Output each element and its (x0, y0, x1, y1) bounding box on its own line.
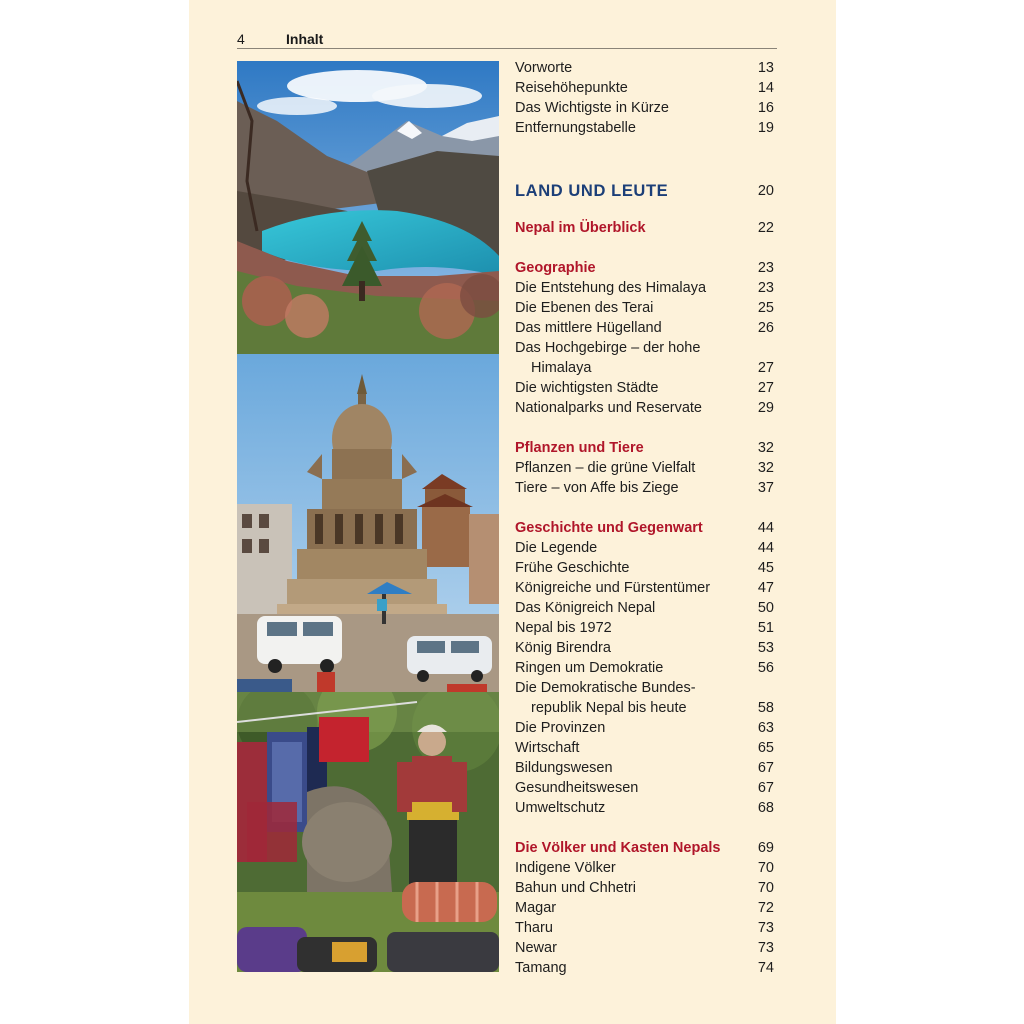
toc-entry-page: 25 (757, 300, 774, 316)
toc-entry-title: Indigene Völker (515, 860, 616, 876)
toc-entry-page: 23 (757, 280, 774, 296)
toc-entry-title: Königreiche und Fürstentümer (515, 580, 711, 596)
toc-entry-title: Nepal bis 1972 (515, 620, 612, 636)
mountain-lake-photo (237, 61, 499, 354)
toc-entry-title: Die Ebenen des Terai (515, 300, 654, 316)
toc-entry-title: Gesundheitswesen (515, 780, 639, 796)
toc-entry-page: 70 (757, 880, 774, 896)
toc-entry-page: 27 (757, 360, 774, 376)
toc-entry-page: 65 (757, 740, 774, 756)
page-number: 4 (237, 31, 245, 47)
toc-entry (515, 558, 774, 578)
toc-entry (515, 718, 774, 738)
toc-entry-page: 73 (757, 940, 774, 956)
toc-entry (515, 698, 774, 718)
toc-entry (515, 638, 774, 658)
village-woman-photo (237, 692, 499, 972)
toc-entry-title: Die wichtigsten Städte (515, 380, 659, 396)
toc-entry (515, 358, 774, 378)
toc-entry-title: Newar (515, 940, 557, 956)
toc-entry-page: 74 (757, 960, 774, 976)
toc-entry-page: 72 (757, 900, 774, 916)
toc-entry (515, 858, 774, 878)
toc-entry (515, 58, 774, 78)
toc-entry-title: Das Wichtigste in Kürze (515, 100, 669, 116)
toc-entry-title: republik Nepal bis heute (531, 700, 687, 716)
toc-entry (515, 98, 774, 118)
toc-entry (515, 318, 774, 338)
page-title: Inhalt (286, 31, 324, 47)
toc-entry-title: Die Demokratische Bundes- (515, 680, 696, 696)
toc-entry-page: 13 (757, 60, 774, 76)
toc-entry-title: Himalaya (531, 360, 592, 376)
toc-entry-title: Das Hochgebirge – der hohe (515, 340, 701, 356)
toc-entry-page: 67 (757, 780, 774, 796)
toc-entry (515, 738, 774, 758)
toc-entry (515, 538, 774, 558)
toc-entry (515, 758, 774, 778)
toc-entry (515, 618, 774, 638)
toc-entry-page: 50 (757, 600, 774, 616)
toc-entry (515, 798, 774, 818)
toc-entry-page: 20 (757, 183, 774, 199)
toc-entry (515, 578, 774, 598)
toc-entry-page: 29 (757, 400, 774, 416)
toc-entry-page: 27 (757, 380, 774, 396)
toc-entry (515, 458, 774, 478)
toc-entry-page: 68 (757, 800, 774, 816)
toc-entry (515, 478, 774, 498)
toc-entry-title: Geographie (515, 260, 596, 276)
toc-entry-page: 70 (757, 860, 774, 876)
toc-entry-page: 53 (757, 640, 774, 656)
toc-entry (515, 278, 774, 298)
toc-entry-title: Die Völker und Kasten Nepals (515, 840, 721, 856)
toc-entry-title: Nepal im Überblick (515, 220, 646, 236)
toc-entry-page: 22 (757, 220, 774, 236)
toc-entry-title: Das Königreich Nepal (515, 600, 656, 616)
toc-entry-title: König Birendra (515, 640, 611, 656)
toc-entry-page: 14 (757, 80, 774, 96)
toc-entry (515, 658, 774, 678)
toc-entry (515, 378, 774, 398)
toc-entry-title: Vorworte (515, 60, 573, 76)
toc-entry-title: Das mittlere Hügelland (515, 320, 662, 336)
toc-entry-page: 56 (757, 660, 774, 676)
toc-entry-title: Pflanzen und Tiere (515, 440, 644, 456)
toc-entry-page: 47 (757, 580, 774, 596)
toc-entry-title: Umweltschutz (515, 800, 606, 816)
toc-entry-page: 63 (757, 720, 774, 736)
toc-entry-page: 67 (757, 760, 774, 776)
toc-entry (515, 438, 774, 458)
toc-entry-title: Tiere – von Affe bis Ziege (515, 480, 679, 496)
toc-entry-title: Entfernungstabelle (515, 120, 636, 136)
toc-entry-title: Wirtschaft (515, 740, 580, 756)
toc-entry-page: 58 (757, 700, 774, 716)
toc-entry (515, 118, 774, 138)
toc-entry (515, 298, 774, 318)
toc-entry-page: 23 (757, 260, 774, 276)
photo-column (237, 61, 499, 972)
toc-entry-page: 44 (757, 540, 774, 556)
toc-entry (515, 838, 774, 858)
toc-entry-title: Die Entstehung des Himalaya (515, 280, 707, 296)
toc-entry-page: 45 (757, 560, 774, 576)
toc-entry-title: Bahun und Chhetri (515, 880, 636, 896)
toc-entry (515, 398, 774, 418)
toc-entry-title: Reisehöhepunkte (515, 80, 628, 96)
toc-entry (515, 938, 774, 958)
toc-entry (515, 518, 774, 538)
toc-entry (515, 181, 774, 201)
toc-entry-title: Nationalparks und Reservate (515, 400, 702, 416)
toc-entry-page: 44 (757, 520, 774, 536)
toc-entry-title: Tharu (515, 920, 553, 936)
toc-entry-title: Tamang (515, 960, 567, 976)
toc-entry (515, 918, 774, 938)
toc-entry-page: 37 (757, 480, 774, 496)
toc-entry-title: Die Legende (515, 540, 598, 556)
toc-entry-title: Bildungswesen (515, 760, 613, 776)
toc-entry-title: Frühe Geschichte (515, 560, 630, 576)
toc-entry-page: 19 (757, 120, 774, 136)
toc-entry-page: 32 (757, 440, 774, 456)
toc-entry-title: Die Provinzen (515, 720, 606, 736)
toc-entry (515, 218, 774, 238)
toc-entry (515, 778, 774, 798)
toc-entry-page: 16 (757, 100, 774, 116)
toc-entry-title: Geschichte und Gegenwart (515, 520, 703, 536)
toc-entry-title: Pflanzen – die grüne Vielfalt (515, 460, 696, 476)
toc-entry (515, 78, 774, 98)
toc-entry (515, 258, 774, 278)
toc-entry-page: 51 (757, 620, 774, 636)
toc-entry (515, 878, 774, 898)
toc-entry (515, 338, 774, 358)
toc-entry (515, 958, 774, 978)
toc-entry-page: 32 (757, 460, 774, 476)
toc-entry-title: LAND UND LEUTE (515, 182, 669, 200)
toc-entry-page: 73 (757, 920, 774, 936)
toc-entry-page: 69 (757, 840, 774, 856)
toc-entry-title: Ringen um Demokratie (515, 660, 664, 676)
toc-entry-page: 26 (757, 320, 774, 336)
toc-entry-title: Magar (515, 900, 557, 916)
toc-entry (515, 678, 774, 698)
toc-entry (515, 598, 774, 618)
toc-entry (515, 898, 774, 918)
page-header (237, 30, 777, 49)
temple-square-photo (237, 354, 499, 692)
